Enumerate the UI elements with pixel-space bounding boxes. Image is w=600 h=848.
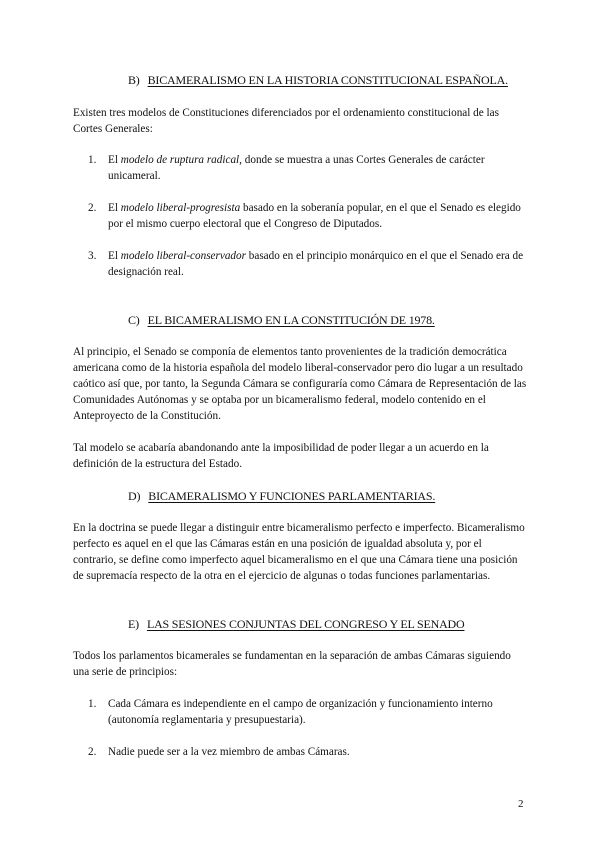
section-c-paragraph-2: Tal modelo se acabaría abandonando ante la imposibilidad de poder llegar a un acuerdo en la definición de la estructura del Estado. [73, 442, 489, 470]
section-b-title: BICAMERALISMO EN LA HISTORIA CONSTITUCIONAL ESPAÑOLA. [147, 73, 508, 87]
section-e-heading [128, 616, 464, 632]
section-e-title: LAS SESIONES CONJUNTAS DEL CONGRESO Y EL SENADO [146, 617, 465, 631]
section-e-intro: Todos los parlamentos bicamerales se fundamentan en la separación de ambas Cámaras siguiendo una serie de principios: [73, 650, 511, 678]
list-item [88, 152, 528, 184]
model-name: modelo liberal-conservador [120, 250, 246, 262]
list-item-text: basado en el principio monárquico en el que el Senado era de designación real. [108, 250, 524, 278]
list-item-text: Cada Cámara es independiente en el campo de organización y funcionamiento interno (autonomía reglamentaria y presupuestaria). [108, 698, 493, 726]
section-b-intro: Existen tres modelos de Constituciones diferenciados por el ordenamiento constitucional de las Cortes Generales: [73, 107, 499, 135]
model-name: modelo de ruptura radical [120, 154, 240, 166]
section-b-list [88, 152, 528, 280]
section-e-letter: E) [128, 617, 139, 631]
list-item-number: 2. [88, 746, 97, 758]
section-e-list [88, 696, 528, 760]
section-d-heading [128, 488, 435, 504]
section-c-title: EL BICAMERALISMO EN LA CONSTITUCIÓN DE 1978. [147, 313, 435, 327]
model-name: modelo liberal-progresista [120, 202, 241, 214]
list-item-text: , donde se muestra a unas Cortes Generales de carácter unicameral. [108, 154, 485, 182]
list-item-text: El [108, 154, 121, 166]
section-d-letter: D) [128, 489, 141, 503]
list-item-number: 1. [88, 698, 97, 710]
section-b-heading [128, 72, 508, 88]
list-item [88, 200, 528, 232]
section-d-paragraph: En la doctrina se puede llegar a distinguir entre bicameralismo perfecto e imperfecto. Bicameralismo perfecto es aquel en el que las Cámaras están en una posición de igualdad absoluta y, por el contrario, se define como imperfecto aquel bicameralismo en el que una Cámara tiene una posición de supremacía respecto de la otra en el ejercicio de algunas o todas funciones parlamentarias. [73, 522, 525, 582]
list-item [88, 744, 528, 760]
list-item [88, 248, 528, 280]
list-item-text: El [108, 250, 121, 262]
list-item-number: 2. [88, 202, 97, 214]
list-item-text: basado en la soberanía popular, en el que el Senado es elegido por el mismo cuerpo electoral que el Congreso de Diputados. [108, 202, 521, 230]
list-item-number: 3. [88, 250, 97, 262]
list-item [88, 696, 528, 728]
section-c-heading [128, 312, 435, 328]
section-b-letter: B) [128, 73, 140, 87]
section-d-title: BICAMERALISMO Y FUNCIONES PARLAMENTARIAS. [148, 489, 436, 503]
list-item-number: 1. [88, 154, 97, 166]
section-c-letter: C) [128, 313, 140, 327]
list-item-text: Nadie puede ser a la vez miembro de ambas Cámaras. [108, 746, 350, 758]
section-c-paragraph-1: Al principio, el Senado se componía de elementos tanto provenientes de la tradición democrática americana como de la historia española del modelo liberal-conservador pero dio lugar a un resultado caótico así que, por tanto, la Segunda Cámara se configuraría como Cámara de Representación de las Comunidades Autónomas y se optaba por un bicameralismo federal, modelo contenido en el Anteproyecto de la Constitución. [73, 346, 527, 422]
page-number: 2 [518, 798, 524, 810]
list-item-text: El [108, 202, 121, 214]
